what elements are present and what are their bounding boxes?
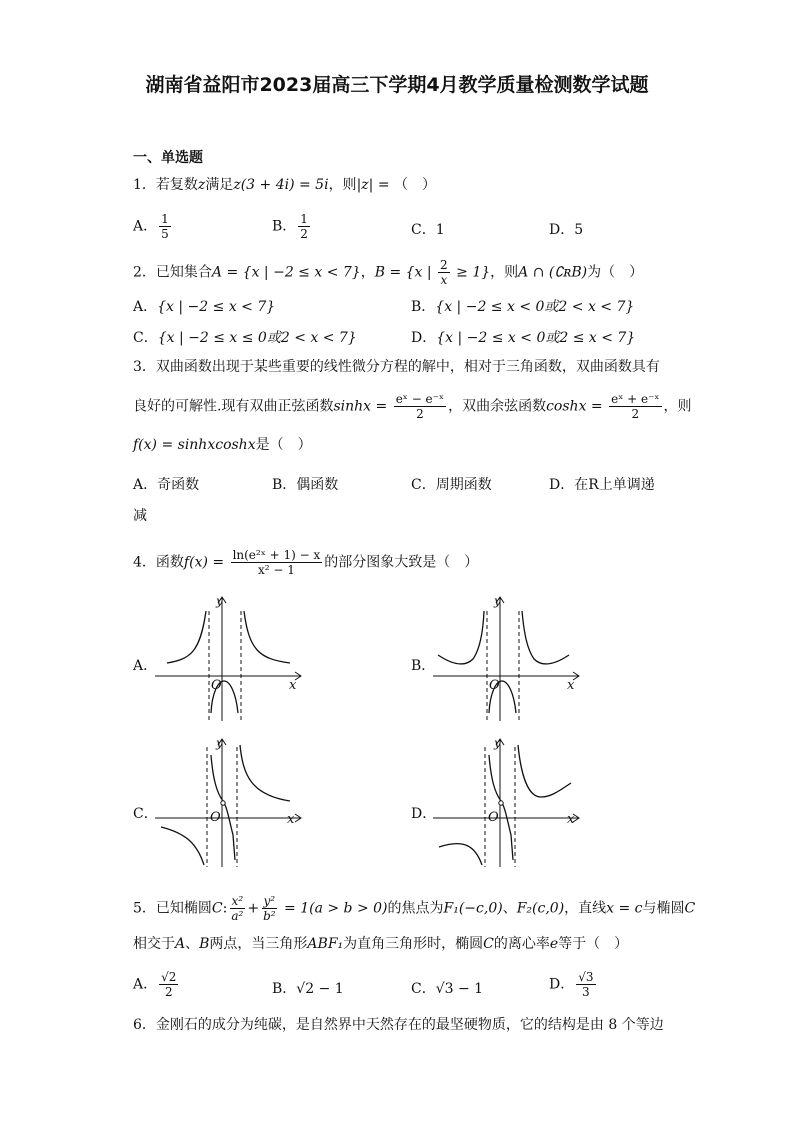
axis-label-x: x	[289, 678, 297, 693]
q5-e: e	[549, 936, 559, 952]
q3-expr: f(x) = sinhxcoshx	[133, 437, 256, 453]
q5-c2: C	[483, 936, 494, 952]
numerator: 1	[300, 212, 308, 226]
q3-sinh: sinhx =	[333, 398, 392, 415]
q3-text: 良好的可解性.现有双曲正弦函数	[133, 398, 334, 415]
q1-equation: z(3 + 4i) = 5i	[233, 177, 329, 193]
option-text: {x | −2 ≤ x < 0或2 < x < 7}	[435, 299, 635, 315]
denominator: 2	[300, 227, 308, 241]
numerator: 2	[440, 258, 448, 272]
option-label: D．	[549, 477, 575, 493]
q5-c: C	[211, 900, 223, 917]
q5-plus: +	[247, 900, 260, 917]
q5-text2: 相交于	[133, 936, 175, 952]
option-text: 1	[435, 222, 445, 238]
q3-option-d-wrap: 减	[133, 508, 147, 524]
option-label: C．	[133, 330, 158, 346]
option-text: {x | −2 ≤ x < 7}	[157, 299, 276, 315]
q1-option-a	[133, 212, 173, 241]
option-label: C．	[411, 981, 436, 997]
q5-option-d	[549, 970, 598, 999]
fraction	[159, 970, 178, 999]
numerator: √2	[161, 970, 177, 984]
q3-option-b	[272, 474, 338, 494]
question-1	[133, 176, 436, 194]
q5-colon: :	[222, 900, 228, 917]
q5-f2: F₂(c,0)	[516, 900, 565, 917]
q3-option-a	[133, 474, 199, 494]
q2-text: 2．已知集合	[133, 264, 212, 281]
option-text: 奇函数	[157, 477, 200, 493]
q2-set-b-post: ≥ 1}	[451, 264, 491, 281]
option-label: A．	[133, 218, 158, 235]
q2-set-b: B = {x |	[374, 264, 437, 281]
q2-option-b	[411, 296, 634, 316]
q2-text-end: 为（ ）	[587, 264, 644, 281]
fraction	[298, 212, 310, 241]
q1-option-b	[272, 212, 312, 241]
axis-label-x: x	[287, 812, 295, 827]
question-5-line1	[133, 894, 695, 923]
denominator: a²	[231, 909, 244, 923]
numerator: eˣ + e⁻ˣ	[611, 392, 660, 406]
option-text: 偶函数	[296, 477, 339, 493]
q1-option-d	[549, 219, 583, 239]
option-label: D．	[411, 330, 437, 346]
axis-label-y: y	[216, 736, 223, 750]
option-text: √2 − 1	[296, 981, 344, 997]
q5-text-mid2: ，直线	[564, 900, 607, 917]
q1-abs: |z|	[356, 177, 374, 193]
q5-text-mid: 的焦点为	[387, 900, 444, 917]
numerator: x²	[231, 894, 244, 908]
q2-expr: A ∩ (∁ʀB)	[518, 264, 588, 281]
option-text: {x | −2 ≤ x ≤ 0或2 < x < 7}	[157, 330, 357, 346]
q4-label-d: D．	[411, 806, 437, 822]
axis-label-y: y	[216, 594, 223, 608]
q2-sep: ，	[360, 264, 375, 281]
option-label: D．	[549, 222, 575, 238]
q5-a: A	[175, 936, 186, 952]
q5-text2-mid2: 为直角三角形时，椭圆	[343, 936, 484, 952]
q5-text: 5．已知椭圆	[133, 900, 212, 917]
question-4	[133, 548, 478, 577]
option-label: A．	[133, 477, 158, 493]
q1-option-c	[411, 219, 445, 239]
page-title: 湖南省益阳市2023届高三下学期4月教学质量检测数学试题	[145, 74, 649, 96]
q5-option-a	[133, 970, 180, 999]
numerator: 1	[161, 212, 169, 226]
q1-text-mid: 满足	[205, 177, 234, 193]
q5-dun2: 、	[185, 936, 200, 952]
question-2	[133, 258, 643, 287]
q5-line-eq: x = c	[606, 900, 643, 917]
q5-dun: 、	[502, 900, 517, 917]
q2-option-c	[133, 327, 357, 347]
question-3-line1: 3．双曲函数出现于某些重要的线性微分方程的解中，相对于三角函数，双曲函数具有	[133, 359, 660, 375]
denominator: 3	[582, 985, 590, 999]
denominator: 2	[416, 407, 424, 421]
fraction	[261, 894, 278, 923]
q5-cond: = 1(a > b > 0)	[279, 900, 388, 917]
q3-option-d	[549, 474, 655, 494]
q4-label-b: B．	[411, 658, 436, 674]
axis-label-y: y	[494, 594, 501, 608]
question-3-line3	[133, 436, 312, 454]
q5-text-end: 与椭圆	[642, 900, 685, 917]
q5-option-b	[272, 978, 344, 998]
fraction	[438, 258, 450, 287]
graph-a	[155, 593, 305, 723]
option-text: 周期函数	[435, 477, 492, 493]
option-label: C．	[411, 222, 436, 238]
q3-cosh: coshx =	[546, 398, 608, 415]
denominator: x	[440, 273, 448, 287]
denominator: b²	[263, 909, 276, 923]
option-label: B．	[411, 299, 436, 315]
fraction	[231, 548, 323, 577]
q2-text-tail: ，则	[490, 264, 519, 281]
q2-option-a	[133, 296, 275, 316]
q5-b: B	[199, 936, 210, 952]
graph-d	[433, 735, 583, 870]
fraction	[609, 392, 661, 421]
graph-b	[433, 593, 583, 723]
numerator: y²	[263, 894, 276, 908]
option-label: B．	[272, 477, 297, 493]
denominator: x² − 1	[257, 563, 295, 577]
origin-label: O	[210, 810, 221, 825]
option-label: D．	[549, 976, 575, 993]
q4-text: 4．函数	[133, 554, 184, 571]
option-label: B．	[272, 218, 297, 235]
q3-text-end2: 是（ ）	[255, 437, 312, 453]
q5-f1: F₁(−c,0)	[443, 900, 503, 917]
option-label: C．	[411, 477, 436, 493]
origin-label: O	[489, 678, 500, 693]
axis-label-x: x	[567, 678, 575, 693]
q4-fx: f(x) =	[183, 554, 229, 571]
q5-text2-mid: 两点，当三角形	[209, 936, 308, 952]
q3-text-mid: ，双曲余弦函数	[448, 398, 547, 415]
fraction	[394, 392, 446, 421]
axis-label-x: x	[567, 812, 575, 827]
question-3-line2	[133, 392, 692, 421]
q5-c-end: C	[684, 900, 696, 917]
section-heading: 一、单选题	[133, 150, 203, 166]
q3-text-end: ，则	[663, 398, 692, 415]
q4-text-end: 的部分图象大致是（ ）	[324, 554, 479, 571]
graph-c	[155, 735, 305, 870]
q3-option-c	[411, 474, 492, 494]
question-5-line2	[133, 935, 628, 953]
q1-text-end: = （ ）	[373, 177, 437, 193]
option-label: A．	[133, 299, 158, 315]
q5-text2-mid3: 的离心率	[493, 936, 550, 952]
origin-label: O	[211, 678, 222, 693]
option-text: √3 − 1	[435, 981, 484, 997]
option-label: A．	[133, 976, 158, 993]
question-6-line1: 6．金刚石的成分为纯碳，是自然界中天然存在的最坚硬物质，它的结构是由 8 个等边	[133, 1017, 664, 1033]
option-text: {x | −2 ≤ x < 0或2 ≤ x < 7}	[436, 330, 636, 346]
denominator: 5	[161, 227, 169, 241]
q1-text: 1．若复数	[133, 177, 198, 193]
fraction	[229, 894, 245, 923]
q2-set-a: A = {x | −2 ≤ x < 7}	[211, 264, 361, 281]
denominator: 2	[164, 985, 173, 999]
numerator: ln(e²ˣ + 1) − x	[232, 548, 321, 562]
fraction	[159, 212, 171, 241]
fraction	[576, 970, 595, 999]
origin-label: O	[488, 810, 499, 825]
numerator: eˣ − e⁻ˣ	[395, 392, 445, 406]
q5-triangle: ABF₁	[307, 936, 344, 952]
q4-label-c: C．	[133, 806, 158, 822]
q1-text-tail: ，则	[328, 177, 357, 193]
denominator: 2	[631, 407, 640, 421]
option-text: 在R上单调递	[574, 477, 655, 493]
q5-text2-end: 等于（ ）	[558, 936, 629, 952]
option-text: 5	[574, 222, 584, 238]
axis-label-y: y	[494, 736, 501, 750]
q1-var: z	[197, 177, 206, 193]
q5-option-c	[411, 978, 483, 998]
q4-label-a: A．	[133, 658, 158, 674]
numerator: √3	[578, 970, 594, 984]
option-label: B．	[272, 981, 297, 997]
q2-option-d	[411, 327, 635, 347]
